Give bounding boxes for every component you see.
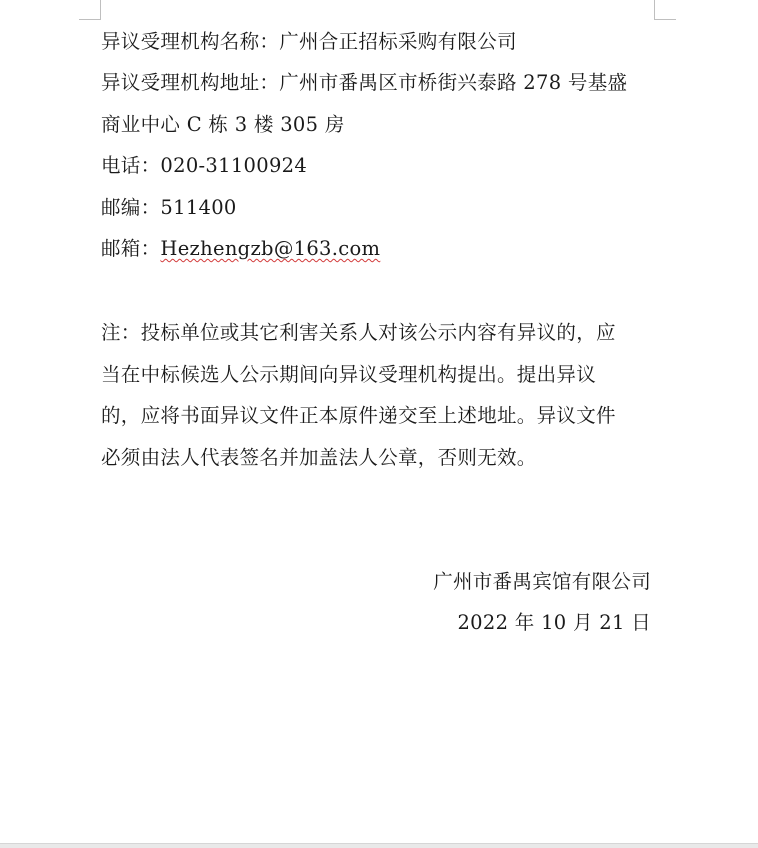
postcode-line: 邮编：511400: [101, 196, 237, 219]
signature-date: 2022 年 10 月 21 日: [457, 611, 651, 634]
note-line-3: 的，应将书面异议文件正本原件递交至上述地址。异议文件: [101, 404, 616, 427]
email-value[interactable]: Hezhengzb@163.com: [160, 237, 381, 260]
note-line-2: 当在中标候选人公示期间向异议受理机构提出。提出异议: [101, 363, 597, 386]
address-line-1: 异议受理机构地址：广州市番禺区市桥街兴泰路 278 号基盛: [101, 71, 628, 94]
margin-corner-top-right: [654, 0, 676, 20]
org-name-line: 异议受理机构名称：广州合正招标采购有限公司: [101, 30, 517, 53]
note-line-1: 注：投标单位或其它利害关系人对该公示内容有异议的，应: [101, 321, 616, 344]
margin-corner-top-left: [79, 0, 101, 20]
address-line-2: 商业中心 C 栋 3 楼 305 房: [101, 113, 345, 136]
note-line-4: 必须由法人代表签名并加盖法人公章，否则无效。: [101, 446, 537, 469]
page-bottom-edge: [0, 843, 758, 848]
email-label: 邮箱：: [101, 237, 161, 260]
email-line: [101, 237, 380, 261]
phone-line: 电话：020-31100924: [101, 154, 308, 177]
signature-company: 广州市番禺宾馆有限公司: [433, 570, 651, 593]
